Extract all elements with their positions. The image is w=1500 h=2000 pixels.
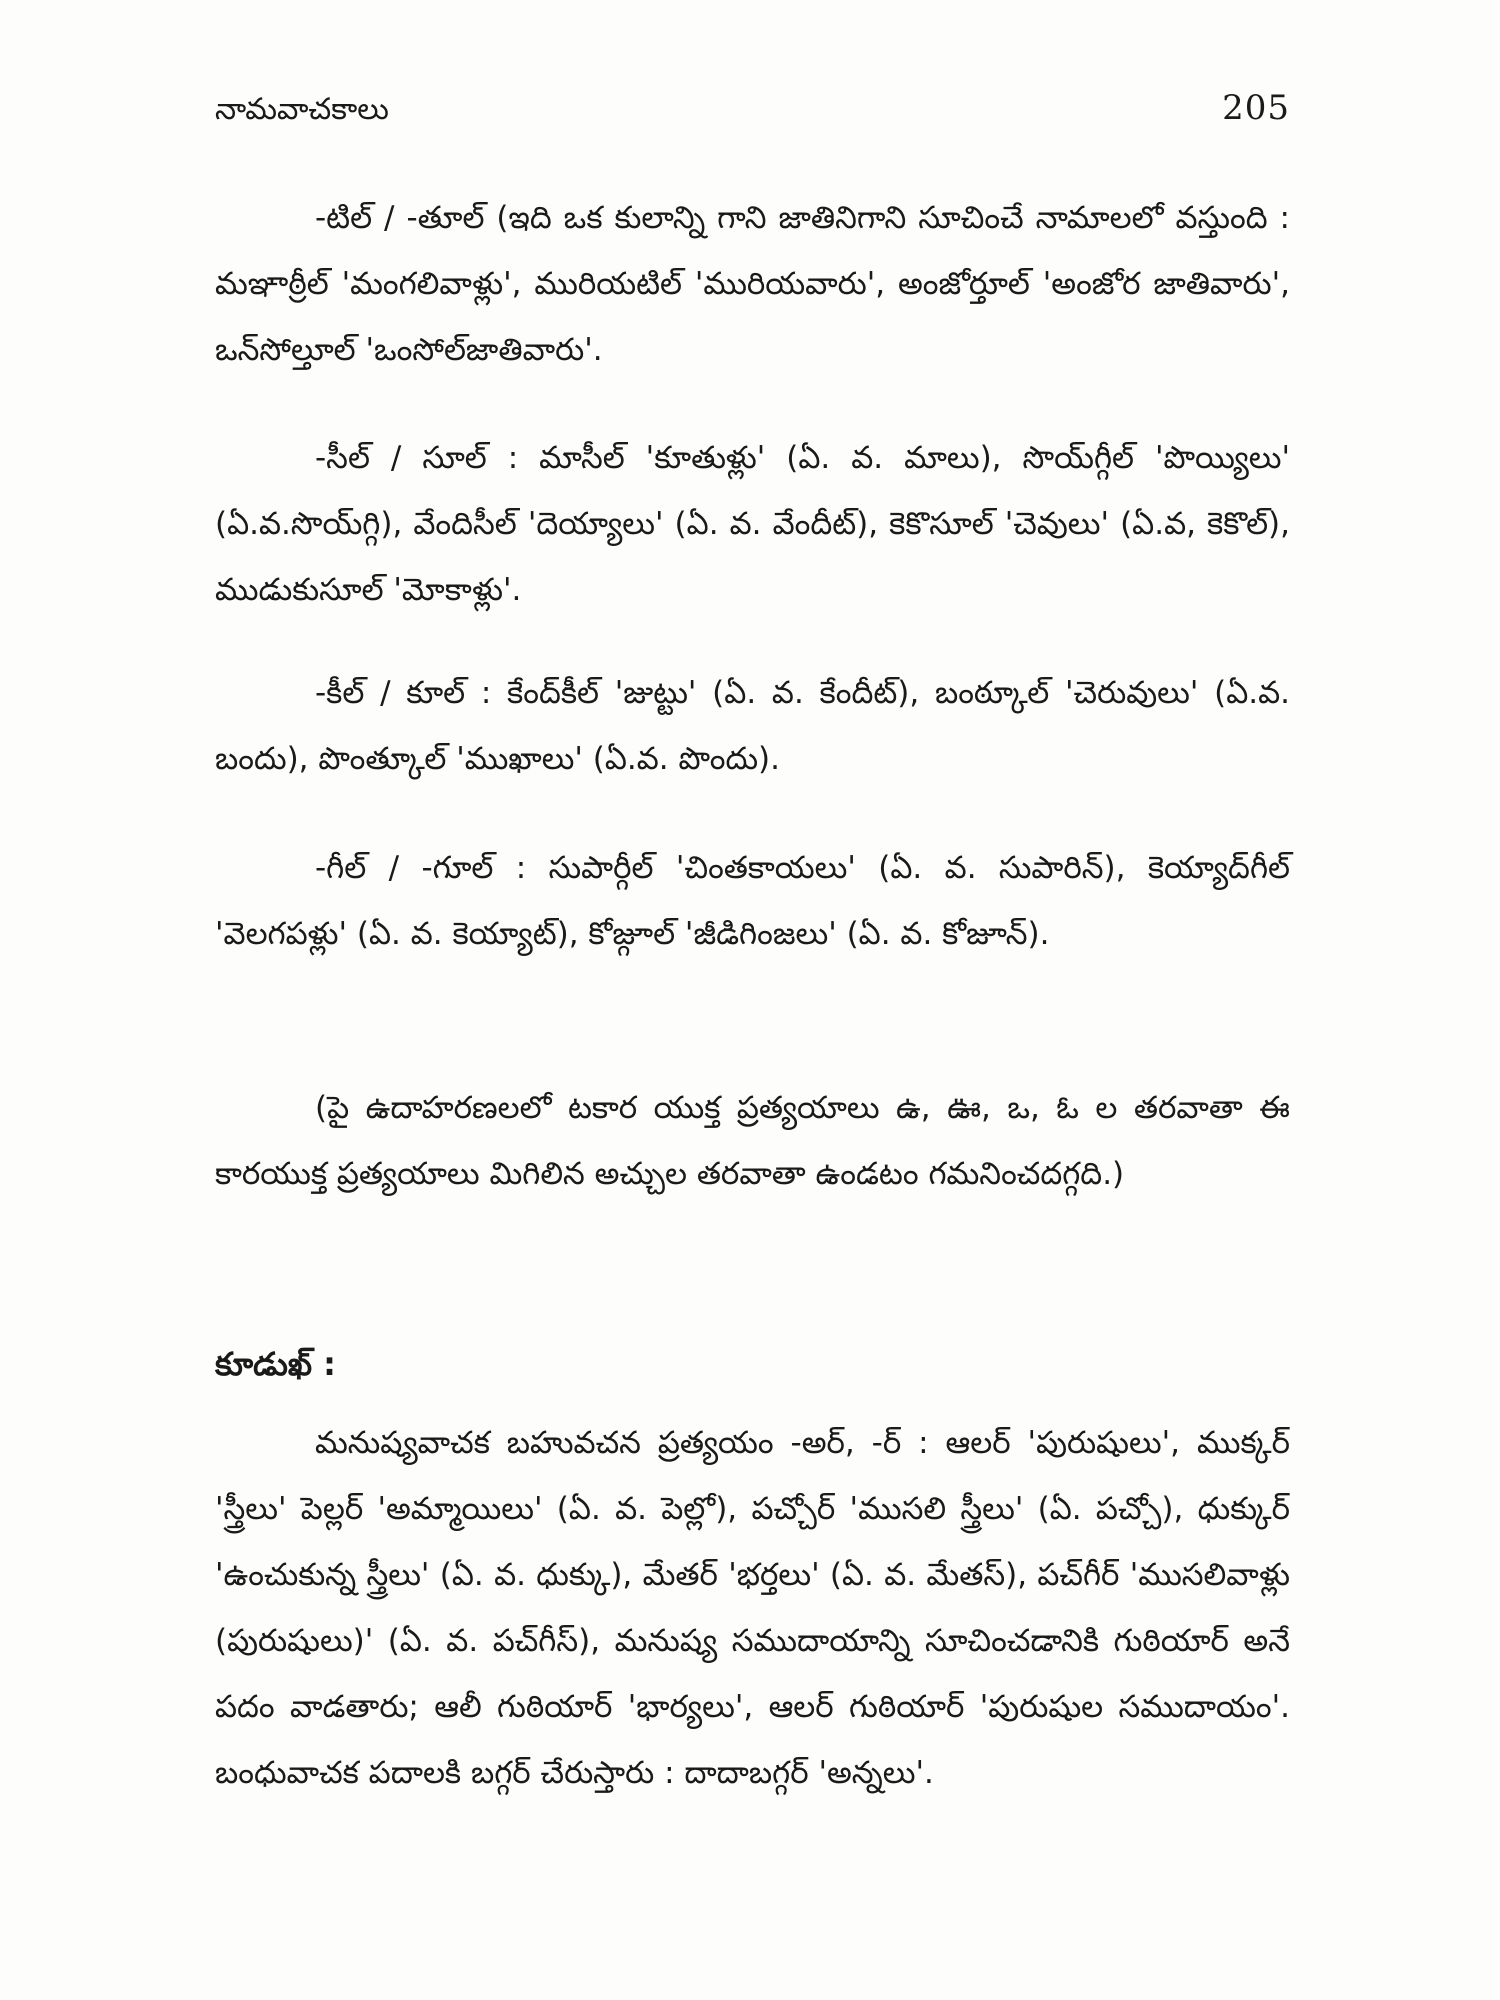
- paragraph-gil-gul: -గీల్ / -గూల్ : సుపార్గీల్ 'చింతకాయలు' (ఏ. వ. సుపారిన్), కెయ్యాద్‌గీల్ 'వెలగపళ్లు' (ఏ. వ. కెయ్యాట్), కోజ్గూల్ 'జీడిగింజలు' (ఏ. వ. కోజూన్).: [215, 850, 1290, 952]
- running-head: నామవాచకాలు: [215, 92, 389, 127]
- page-number: 205: [1222, 88, 1290, 128]
- paragraph-kil-kul: -కీల్ / కూల్ : కేంద్‌కీల్ 'జుట్టు' (ఏ. వ. కేందీట్), బంఠ్కూల్ 'చెరువులు' (ఏ.వ. బందు), పొంత్కూల్ 'ముఖాలు' (ఏ.వ. పొందు).: [215, 675, 1290, 777]
- paragraph-note: (పై ఉదాహరణలలో టకార యుక్త ప్రత్యయాలు ఉ, ఊ, ఒ, ఓ ల తరవాతా ఈ కారయుక్త ప్రత్యయాలు మిగిలిన అచ్చుల తరవాతా ఉండటం గమనించదగ్గది.): [215, 1090, 1290, 1192]
- paragraph-sil-sul: -సీల్ / సూల్ : మాసీల్ 'కూతుళ్లు' (ఏ. వ. మాలు), సొయ్‌గ్గీల్ 'పొయ్యిలు' (ఏ.వ.సొయ్‌గ్గి), వేందిసీల్ 'దెయ్యాలు' (ఏ. వ. వేందీట్), కెకొసూల్ 'చెవులు' (ఏ.వ, కెకొల్), ముడుకుసూల్ 'మోకాళ్లు'.: [215, 440, 1290, 608]
- paragraph-til-tul: -టిల్ / -తూల్ (ఇది ఒక కులాన్ని గాని జాతినిగాని సూచించే నామాలలో వస్తుంది : మఞాఠ్రీల్ 'మంగలివాళ్లు', మురియటిల్ 'మురియవారు', అంజోర్తూల్ 'అంజోర జాతివారు', ఒన్‌సోల్తూల్ 'ఒంసోల్‌జాతివారు'.: [215, 200, 1290, 368]
- section-heading-kurukh: కూడుఖ్ :: [215, 1345, 336, 1383]
- paragraph-kurukh: మనుష్యవాచక బహువచన ప్రత్యయం -అర్, -ర్ : ఆలర్ 'పురుషులు', ముక్కర్ 'స్త్రీలు' పెల్లర్ 'అమ్మాయిలు' (ఏ. వ. పెల్లో), పచ్చోర్ 'ముసలి స్త్రీలు' (ఏ. పచ్చో), ధుక్కుర్ 'ఉంచుకున్న స్త్రీలు' (ఏ. వ. ధుక్కు), మేతర్ 'భర్తలు' (ఏ. వ. మేతస్), పచ్‌గీర్ 'ముసలివాళ్లు (పురుషులు)' (ఏ. వ. పచ్‌గీస్), మనుష్య సముదాయాన్ని సూచించడానికి గుఠియార్ అనే పదం వాడతారు; ఆలీ గుఠియార్ 'భార్యలు', ఆలర్ గుఠియార్ 'పురుషుల సముదాయం'. బంధువాచక పదాలకి బగ్గర్ చేరుస్తారు : దాదాబగ్గర్ 'అన్నలు'.: [215, 1425, 1290, 1791]
